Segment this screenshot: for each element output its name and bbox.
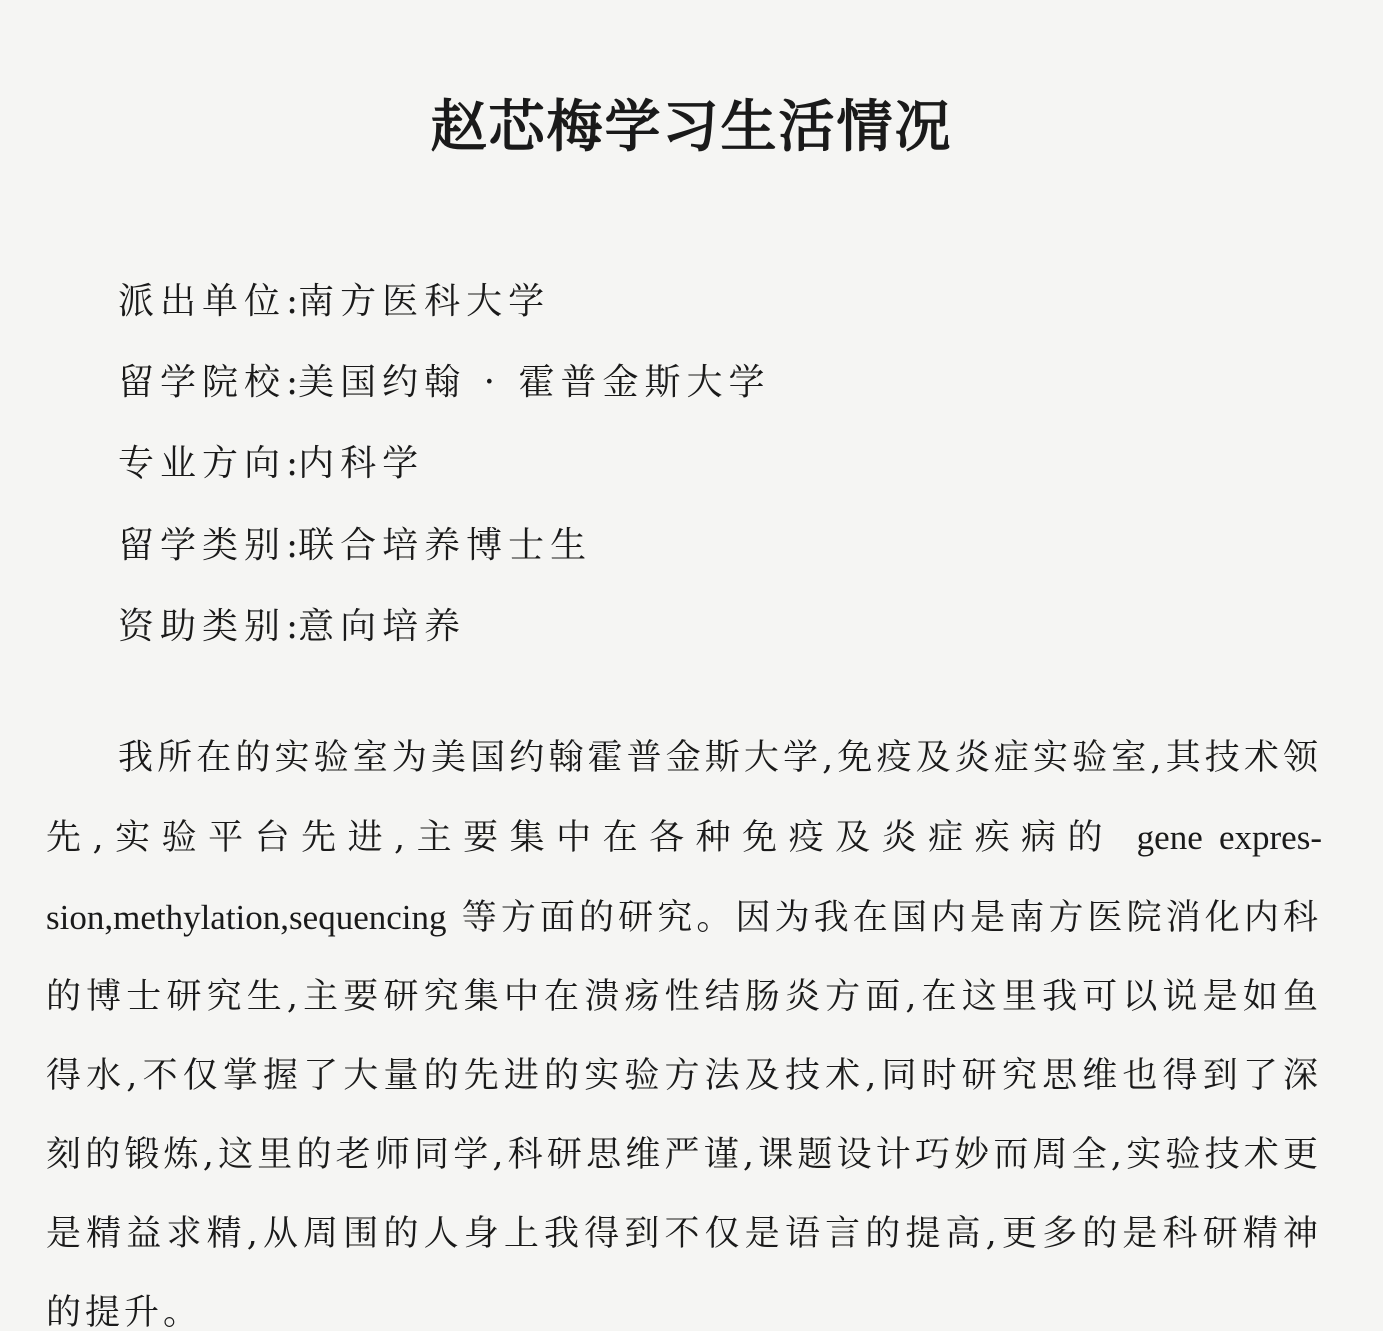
- info-value: 内科学: [298, 443, 425, 484]
- info-row-study-category: [118, 524, 592, 568]
- paragraph-text-part1: 我所在的实验室为美国约翰霍普金斯大学,免疫及炎症实验室,其技术领先,实验平台先进,主要集中在各种免疫及炎症疾病的: [46, 738, 1322, 858]
- body-paragraph: [46, 719, 1322, 1331]
- info-label: 留学类别: [118, 525, 287, 566]
- info-value: 美国约翰 · 霍普金斯大学: [298, 362, 771, 403]
- info-row-funding-category: [118, 605, 466, 649]
- info-label: 资助类别: [118, 606, 287, 647]
- paragraph-latin-terms: gene expres-sion,methylation,sequencing: [46, 818, 1322, 937]
- info-separator: :: [286, 606, 299, 647]
- info-separator: :: [286, 281, 299, 322]
- info-label: 派出单位: [118, 281, 287, 322]
- info-separator: :: [286, 443, 299, 484]
- info-row-major: [118, 442, 424, 486]
- info-row-sending-unit: [118, 280, 550, 324]
- info-value: 意向培养: [298, 606, 467, 647]
- info-row-host-institution: [118, 361, 771, 405]
- paragraph-text-part2: 等方面的研究。因为我在国内是南方医院消化内科的博士研究生,主要研究集中在溃疡性结肠炎方面,在这里我可以说是如鱼得水,不仅掌握了大量的先进的实验方法及技术,同时研究思维也得到了深刻的锻炼,这里的老师同学,科研思维严谨,课题设计巧妙而周全,实验技术更是精益求精,从周围的人身上我得到不仅是语言的提高,更多的是科研精神的提升。: [46, 898, 1322, 1331]
- info-separator: :: [286, 525, 299, 566]
- info-label: 专业方向: [118, 443, 287, 484]
- page-title: 赵芯梅学习生活情况: [430, 95, 953, 160]
- info-separator: :: [286, 362, 299, 403]
- info-value: 联合培养博士生: [298, 525, 593, 566]
- info-label: 留学院校: [118, 362, 287, 403]
- info-value: 南方医科大学: [298, 281, 551, 322]
